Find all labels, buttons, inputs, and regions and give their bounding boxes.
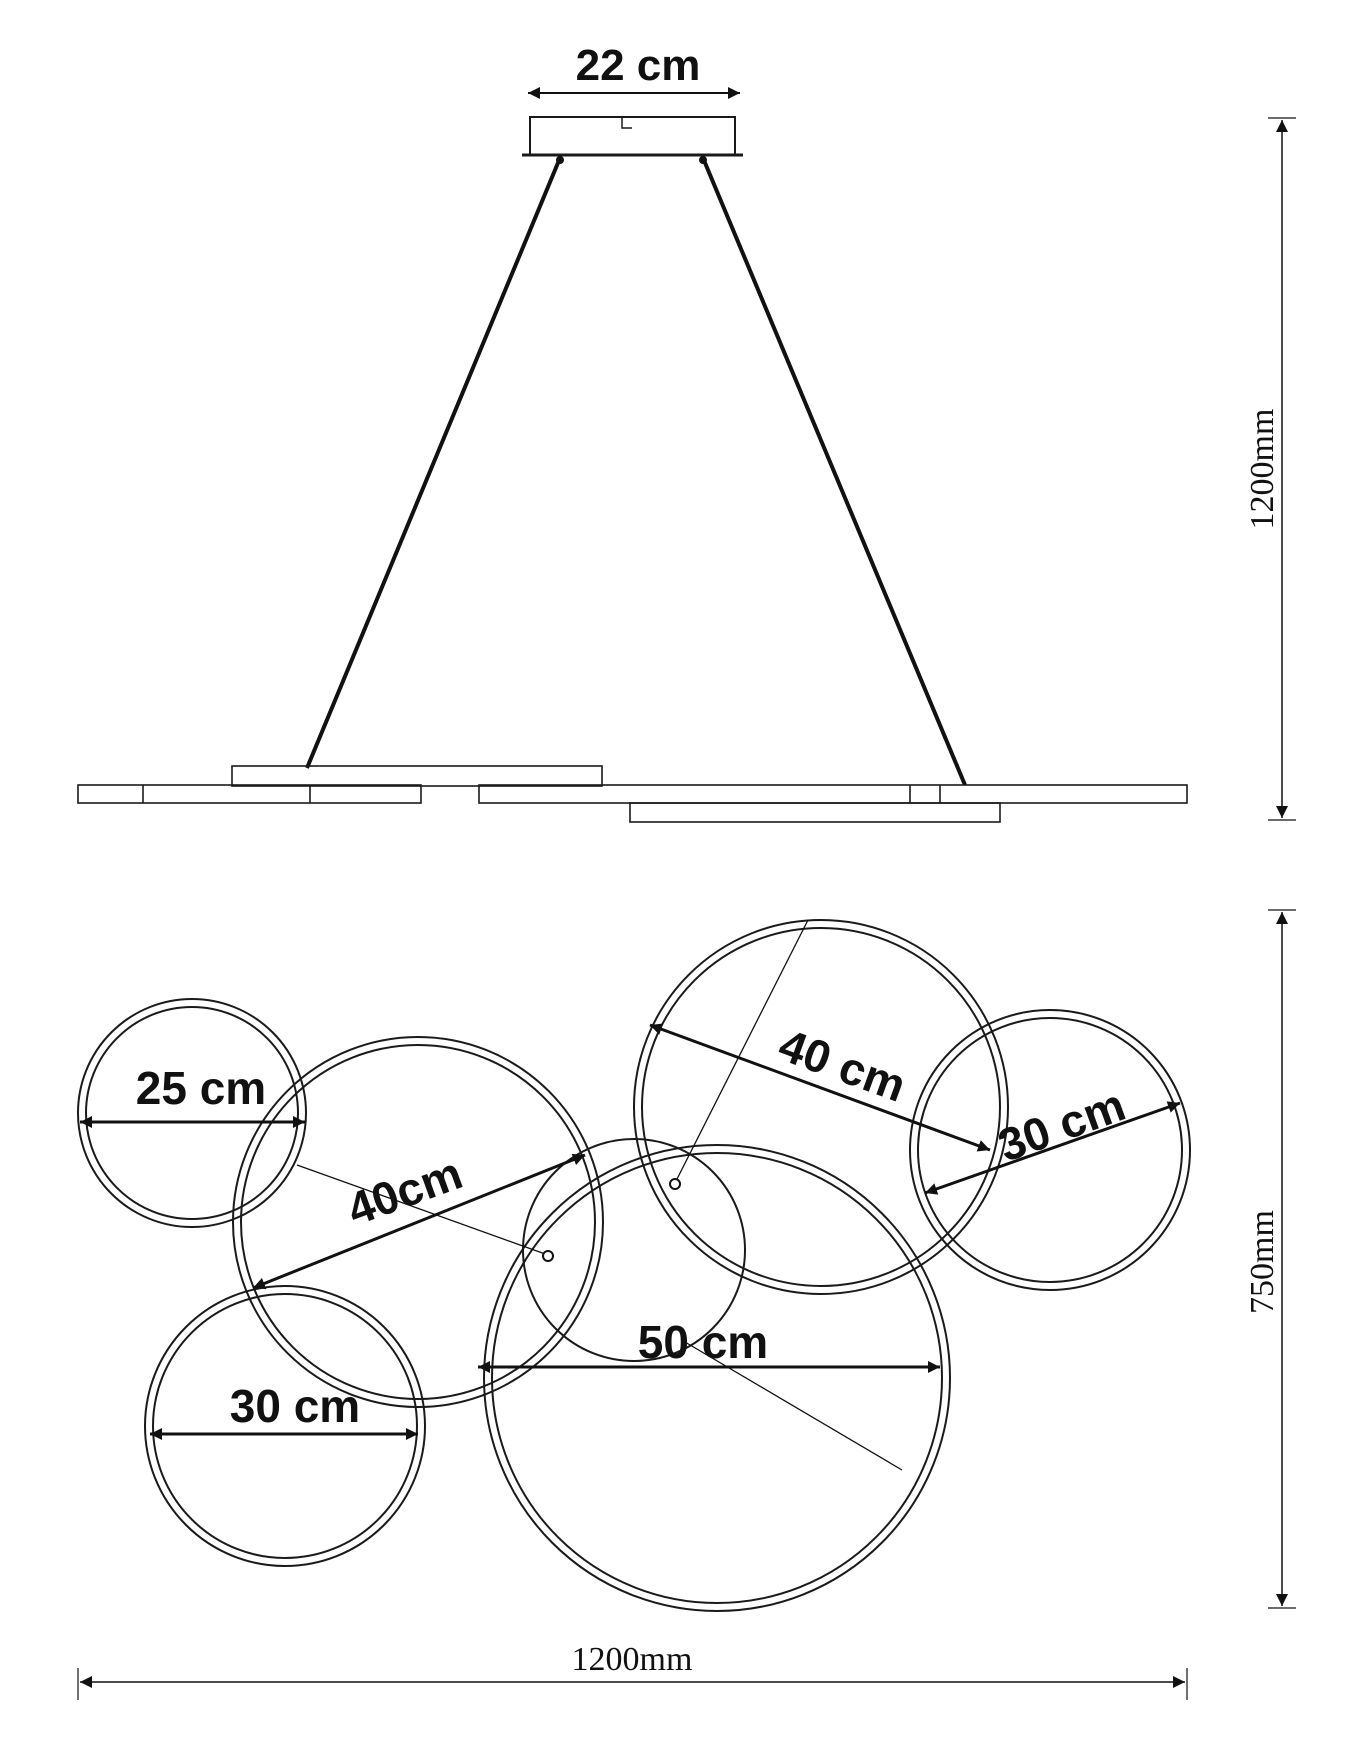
top-view xyxy=(78,910,1296,1700)
attach-point xyxy=(670,1179,680,1189)
width-label: 1200mm xyxy=(571,1641,693,1678)
suspension-wire-right xyxy=(703,158,965,785)
canopy-width-label: 22 cm xyxy=(575,41,701,90)
height-label: 1200mm xyxy=(1244,408,1281,530)
ring-30cm-right-label: 30 cm xyxy=(991,1078,1132,1172)
ring-40cm-left-label: 40cm xyxy=(340,1146,469,1236)
depth-label: 750mm xyxy=(1244,1210,1281,1314)
ring-50cm-label: 50 cm xyxy=(637,1316,769,1368)
canopy-hook-icon xyxy=(622,117,632,128)
canopy xyxy=(530,117,735,155)
suspension-wire-left xyxy=(307,158,560,768)
ring-40cm-right-label: 40 cm xyxy=(772,1018,913,1112)
ring-30cm-left-label: 30 cm xyxy=(229,1380,361,1432)
ring-25cm-label: 25 cm xyxy=(135,1062,267,1114)
ring-profiles xyxy=(78,766,1187,822)
attach-point xyxy=(543,1251,553,1261)
side-view xyxy=(78,41,1296,822)
ring-50cm xyxy=(484,1145,950,1611)
